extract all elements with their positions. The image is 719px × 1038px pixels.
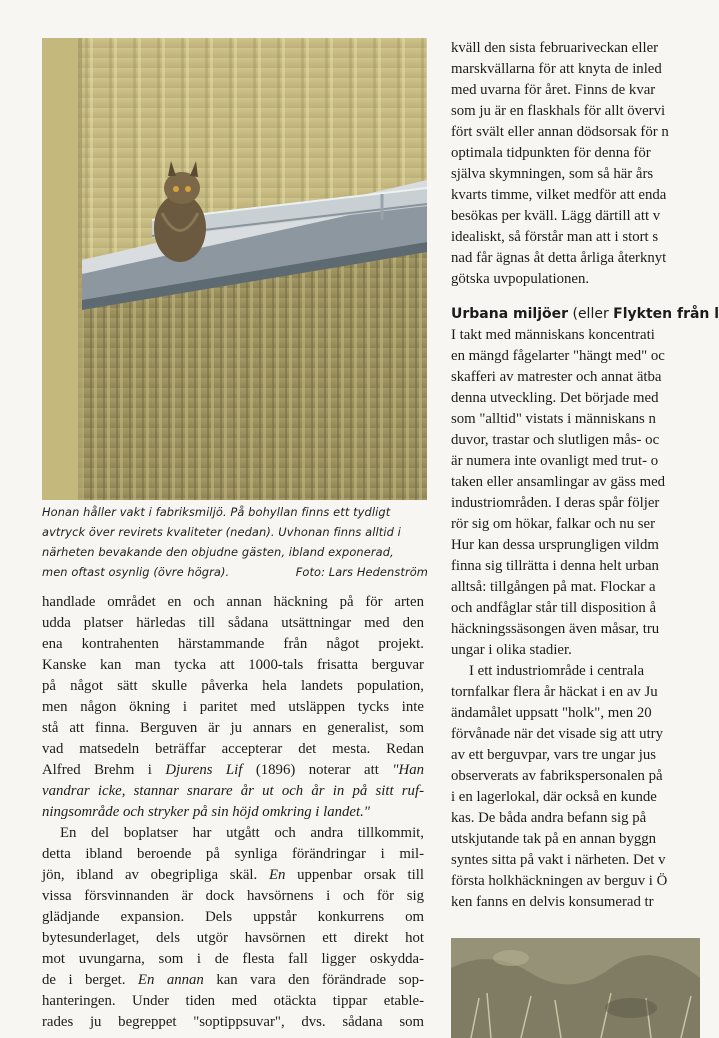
text-line: Hur kan dessa ursprungligen vildm: [451, 537, 659, 553]
text-line: idealiskt, så förstår man att i stort s: [451, 229, 659, 245]
quote: "Han: [392, 762, 424, 778]
heading-text: Urbana miljöer: [451, 306, 569, 322]
caption-text: men oftast osynlig (övre högra).: [42, 565, 230, 579]
text-line: Kanske kan man tycka att 1000-tals frisatta berguvar: [42, 657, 424, 673]
text-line: är numera inte ovanligt med trut- o: [451, 453, 659, 469]
text-run: Alfred Brehm i: [42, 762, 166, 778]
text-line: vad matsedeln beträffar accepterar det mesta. Redan: [42, 741, 424, 757]
right-column: [451, 38, 719, 913]
heading-text: (eller: [568, 306, 614, 322]
text-line: ken fanns en delvis konsumerad tr: [451, 894, 654, 910]
emphasis: En annan: [137, 972, 204, 988]
text-line: en mängd fågelarter "hängt med" oc: [451, 348, 665, 364]
text-line: och andfåglar står till disposition å: [451, 600, 657, 616]
text-line: besökas per kväll. Lägg därtill att v: [451, 208, 661, 224]
text-line: ungar i olika stadier.: [451, 642, 572, 658]
text-line: glädjande expansion. Dels uppstår konkurrens om: [42, 909, 424, 925]
text-run: uppenbar orsak till: [285, 867, 424, 883]
caption-line: Honan håller vakt i fabriksmiljö. På bohyllan finns ett tydligt: [42, 505, 391, 519]
text-line: I ett industriområde i centrala: [469, 663, 645, 679]
text-line: detta ibland beroende på synliga förändringar i mil-: [42, 846, 424, 862]
text-run: kan vara den förändrade sop-: [203, 972, 424, 988]
text-line: vissa försvinnanden är dock havsörnens i och för sig: [42, 888, 424, 904]
text-line: [42, 760, 424, 781]
text-run: de i berget.: [42, 972, 138, 988]
text-line: häckningssäsongen även måsar, tru: [451, 621, 660, 637]
owl-photo: [42, 38, 427, 500]
photo-caption: [42, 502, 428, 582]
text-line: syntes sitta på vakt i närheten. Det v: [451, 852, 666, 868]
caption-line: närheten bevakande den objudne gästen, ibland exponerad,: [42, 545, 394, 559]
text-line: marskvällarna för att knyta de inled: [451, 61, 662, 77]
text-line: [42, 781, 424, 802]
text-line: hanteringen. Under tiden med otäckta tippar etable-: [42, 993, 424, 1009]
text-line: finna sig tillrätta i denna helt urban: [451, 558, 659, 574]
text-line: med uvarna för året. Finns de kvar: [451, 82, 656, 98]
text-line: som "alltid" vistats i människans n: [451, 411, 656, 427]
text-line: rades ju begreppet "soptippsuvar", dvs. sådana som: [42, 1014, 424, 1030]
quote: vandrar icke, stannar snarare år ut och år in på sitt ruf-: [42, 783, 424, 799]
text-line: kvarts timme, vilket medför att enda: [451, 187, 667, 203]
text-line: men någon ökning i paritet med utsläppen tycks inte: [42, 699, 424, 715]
text-line: utskjutande tak på en annan byggn: [451, 831, 657, 847]
text-line: kas. De båda andra befann sig på: [451, 810, 647, 826]
text-line: alltså: tillgången på mat. Flockar a: [451, 579, 656, 595]
section-heading: [451, 304, 719, 325]
text-line: [42, 865, 424, 886]
text-line: skafferi av matrester och annat ätba: [451, 369, 662, 385]
text-line: [42, 970, 424, 991]
text-line: förvånade när det visade sig att utry: [451, 726, 664, 742]
text-line: fört svält eller annan dödsorsak för n: [451, 124, 669, 140]
text-line: observerats av fabrikspersonalen på: [451, 768, 663, 784]
text-line: kväll den sista februariveckan eller: [451, 40, 659, 56]
quote: ningsområde och stryker på sin höjd omkring i landet.": [42, 804, 371, 820]
text-line: denna utveckling. Det började med: [451, 390, 659, 406]
text-line: rör sig om hökar, falkar och nu ser: [451, 516, 656, 532]
ground-photo: [451, 938, 700, 1038]
text-line: som ju är en flaskhals för allt övervi: [451, 103, 666, 119]
text-line: I takt med människans koncentrati: [451, 327, 655, 343]
text-line: En del boplatser har utgått och andra tillkommit,: [60, 825, 424, 841]
text-line: bytesunderlaget, dels utgör havsörnen ett direkt hot: [42, 930, 424, 946]
text-line: ena kontrahenten härstammande från något projekt.: [42, 636, 424, 652]
text-line: ändamålet uppsatt "holk", men 20: [451, 705, 652, 721]
text-line: optimala tidpunkten för denna för: [451, 145, 651, 161]
text-line: götska uvpopulationen.: [451, 271, 590, 287]
left-column: [42, 592, 424, 1033]
text-run: jön, ibland av obegripliga skäl.: [42, 867, 269, 883]
caption-line: avtryck över revirets kvaliteter (nedan). Uvhonan finns alltid i: [42, 525, 401, 539]
book-title: Djurens Lif: [165, 762, 243, 778]
text-line: tornfalkar flera år häckat i en av Ju: [451, 684, 658, 700]
text-line: stå att finna. Berguven är ju annars en generalist, som: [42, 720, 424, 736]
text-run: (1896) noterar att: [242, 762, 393, 778]
text-line: handlade området en och annan häckning på för arten: [42, 594, 424, 610]
text-line: själva skymningen, som så här års: [451, 166, 654, 182]
text-line: taken eller ansamlingar av gäss med: [451, 474, 666, 490]
text-line: i en lagerlokal, där också en kunde: [451, 789, 657, 805]
text-line: av ett berguvpar, vars tre ungar jus: [451, 747, 656, 763]
heading-text: Flykten från l: [613, 306, 719, 322]
text-line: på något sätt skulle påverka hela landets population,: [42, 678, 424, 694]
emphasis: En: [268, 867, 286, 883]
photo-credit: Foto: Lars Hedenström: [295, 565, 428, 579]
caption-line: [42, 562, 428, 582]
text-line: [42, 802, 424, 823]
text-line: nad får ägnas åt detta årliga återknyt: [451, 250, 667, 266]
text-line: industriområden. I deras spår följer: [451, 495, 660, 511]
text-line: första holkhäckningen av berguv i Ö: [451, 873, 668, 889]
text-line: mot uvungarna, som i de flesta fall ligger oskydda-: [42, 951, 424, 967]
text-line: udda platser härledas till sådana utsättningar med den: [42, 615, 424, 631]
text-line: duvor, trastar och slutligen mås- oc: [451, 432, 660, 448]
